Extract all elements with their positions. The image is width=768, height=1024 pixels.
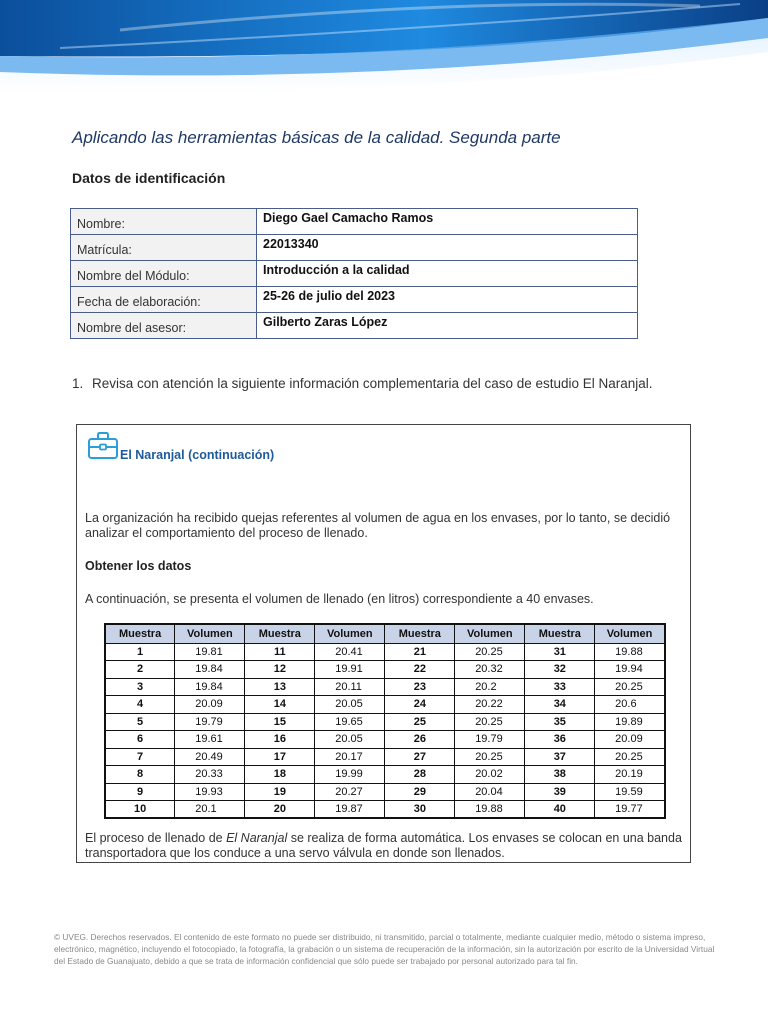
sample-number-cell: 32 xyxy=(525,661,595,679)
document-title: Aplicando las herramientas básicas de la calidad. Segunda parte xyxy=(72,128,561,147)
process-text-start: El proceso de llenado de xyxy=(85,831,227,845)
table-row xyxy=(105,696,665,714)
instruction-text: Revisa con atención la siguiente información complementaria del caso de estudio El Naranjal. xyxy=(92,376,653,391)
sample-number-cell: 36 xyxy=(525,731,595,749)
column-header: Volumen xyxy=(175,624,245,643)
table-row xyxy=(105,661,665,679)
table-row xyxy=(105,766,665,784)
sample-number-cell: 30 xyxy=(385,801,455,819)
volume-cell: 20.32 xyxy=(455,661,525,679)
sample-number-cell: 34 xyxy=(525,696,595,714)
copyright-footer: © UVEG. Derechos reservados. El contenido de este formato no puede ser distribuido, ni transmitido, parcial o totalmente, mediante cualquier medio, método o sistema impreso, electrónico, magnético, incluyendo el fotocopiado, la fotografía, la grabación o un sistema de recuperación de la información, sin la autorización por escrito de la Universidad Virtual del Estado de Guanajuato, debido a que se trata de información confidencial que sólo puede ser trabajado por personal autorizado para tal fin. xyxy=(54,932,715,966)
sample-number-cell: 13 xyxy=(245,678,315,696)
sample-number-cell: 21 xyxy=(385,643,455,661)
case-paragraph-process xyxy=(85,831,685,861)
id-row-fecha xyxy=(71,287,638,313)
blue-wave-banner xyxy=(0,0,768,100)
sample-number-cell: 1 xyxy=(105,643,175,661)
sample-number-cell: 15 xyxy=(245,713,315,731)
sample-number-cell: 29 xyxy=(385,783,455,801)
table-row xyxy=(105,731,665,749)
sample-number-cell: 8 xyxy=(105,766,175,784)
sample-number-cell: 20 xyxy=(245,801,315,819)
sample-number-cell: 37 xyxy=(525,748,595,766)
case-study-box xyxy=(76,424,691,863)
sample-number-cell: 35 xyxy=(525,713,595,731)
briefcase-icon xyxy=(87,431,119,461)
id-label: Fecha de elaboración: xyxy=(71,287,257,313)
volume-cell: 19.99 xyxy=(315,766,385,784)
sample-number-cell: 9 xyxy=(105,783,175,801)
sample-number-cell: 40 xyxy=(525,801,595,819)
id-label: Nombre: xyxy=(71,209,257,235)
fill-volume-table xyxy=(104,623,666,819)
table-header-row xyxy=(105,624,665,643)
column-header: Volumen xyxy=(595,624,665,643)
sample-number-cell: 2 xyxy=(105,661,175,679)
column-header: Muestra xyxy=(105,624,175,643)
sample-number-cell: 5 xyxy=(105,713,175,731)
volume-cell: 20.1 xyxy=(175,801,245,819)
volume-cell: 20.33 xyxy=(175,766,245,784)
column-header: Volumen xyxy=(455,624,525,643)
volume-cell: 19.93 xyxy=(175,783,245,801)
case-subheading: Obtener los datos xyxy=(85,559,192,573)
volume-cell: 20.6 xyxy=(595,696,665,714)
sample-number-cell: 31 xyxy=(525,643,595,661)
process-text-end: se realiza de forma automática. Los envases se colocan en una banda transportadora que los conduce a una servo válvula en donde son llenados. xyxy=(85,831,682,860)
sample-number-cell: 25 xyxy=(385,713,455,731)
volume-cell: 19.87 xyxy=(315,801,385,819)
sample-number-cell: 7 xyxy=(105,748,175,766)
id-value: 22013340 xyxy=(257,235,638,261)
volume-cell: 19.84 xyxy=(175,661,245,679)
volume-cell: 20.49 xyxy=(175,748,245,766)
volume-cell: 19.79 xyxy=(175,713,245,731)
volume-cell: 19.88 xyxy=(455,801,525,819)
table-row xyxy=(105,643,665,661)
sample-number-cell: 16 xyxy=(245,731,315,749)
id-value: Gilberto Zaras López xyxy=(257,313,638,339)
sample-number-cell: 18 xyxy=(245,766,315,784)
id-row-nombre xyxy=(71,209,638,235)
sample-number-cell: 6 xyxy=(105,731,175,749)
volume-cell: 19.94 xyxy=(595,661,665,679)
volume-cell: 20.25 xyxy=(455,713,525,731)
sample-number-cell: 11 xyxy=(245,643,315,661)
volume-cell: 20.2 xyxy=(455,678,525,696)
sample-number-cell: 26 xyxy=(385,731,455,749)
table-row xyxy=(105,801,665,819)
sample-number-cell: 23 xyxy=(385,678,455,696)
volume-cell: 20.09 xyxy=(175,696,245,714)
table-row xyxy=(105,783,665,801)
id-value: Introducción a la calidad xyxy=(257,261,638,287)
sample-number-cell: 28 xyxy=(385,766,455,784)
sample-number-cell: 17 xyxy=(245,748,315,766)
volume-cell: 20.05 xyxy=(315,696,385,714)
volume-cell: 19.81 xyxy=(175,643,245,661)
sample-number-cell: 12 xyxy=(245,661,315,679)
column-header: Muestra xyxy=(525,624,595,643)
volume-cell: 19.91 xyxy=(315,661,385,679)
volume-cell: 19.84 xyxy=(175,678,245,696)
sample-number-cell: 39 xyxy=(525,783,595,801)
header-banner xyxy=(0,0,768,100)
sample-number-cell: 24 xyxy=(385,696,455,714)
company-name: El Naranjal xyxy=(226,831,288,845)
volume-cell: 19.59 xyxy=(595,783,665,801)
case-paragraph-intro: A continuación, se presenta el volumen de llenado (en litros) correspondiente a 40 envases. xyxy=(85,592,594,606)
case-heading: El Naranjal (continuación) xyxy=(120,448,275,462)
volume-cell: 20.27 xyxy=(315,783,385,801)
volume-cell: 20.41 xyxy=(315,643,385,661)
volume-cell: 19.77 xyxy=(595,801,665,819)
volume-cell: 20.25 xyxy=(595,748,665,766)
sample-number-cell: 4 xyxy=(105,696,175,714)
sample-number-cell: 27 xyxy=(385,748,455,766)
sample-number-cell: 38 xyxy=(525,766,595,784)
id-row-asesor xyxy=(71,313,638,339)
volume-cell: 19.61 xyxy=(175,731,245,749)
volume-cell: 20.09 xyxy=(595,731,665,749)
column-header: Muestra xyxy=(385,624,455,643)
column-header: Volumen xyxy=(315,624,385,643)
volume-cell: 19.65 xyxy=(315,713,385,731)
table-row xyxy=(105,678,665,696)
sample-number-cell: 33 xyxy=(525,678,595,696)
volume-cell: 20.25 xyxy=(595,678,665,696)
volume-cell: 19.89 xyxy=(595,713,665,731)
instruction-number: 1. xyxy=(72,376,84,391)
volume-cell: 20.05 xyxy=(315,731,385,749)
volume-cell: 20.04 xyxy=(455,783,525,801)
id-value: Diego Gael Camacho Ramos xyxy=(257,209,638,235)
section-title: Datos de identificación xyxy=(72,170,226,186)
id-label: Nombre del Módulo: xyxy=(71,261,257,287)
sample-number-cell: 10 xyxy=(105,801,175,819)
id-value: 25-26 de julio del 2023 xyxy=(257,287,638,313)
id-row-modulo xyxy=(71,261,638,287)
volume-cell: 20.25 xyxy=(455,748,525,766)
volume-cell: 19.88 xyxy=(595,643,665,661)
id-label: Matrícula: xyxy=(71,235,257,261)
volume-cell: 20.11 xyxy=(315,678,385,696)
identification-table xyxy=(70,208,638,339)
table-row xyxy=(105,748,665,766)
volume-cell: 19.79 xyxy=(455,731,525,749)
volume-cell: 20.22 xyxy=(455,696,525,714)
instruction xyxy=(72,376,653,391)
table-row xyxy=(105,713,665,731)
volume-cell: 20.17 xyxy=(315,748,385,766)
sample-number-cell: 3 xyxy=(105,678,175,696)
sample-number-cell: 22 xyxy=(385,661,455,679)
volume-cell: 20.19 xyxy=(595,766,665,784)
id-row-matricula xyxy=(71,235,638,261)
sample-number-cell: 19 xyxy=(245,783,315,801)
volume-cell: 20.25 xyxy=(455,643,525,661)
id-label: Nombre del asesor: xyxy=(71,313,257,339)
case-paragraph-complaints: La organización ha recibido quejas referentes al volumen de agua en los envases, por lo tanto, se decidió analizar el comportamiento del proceso de llenado. xyxy=(85,511,671,540)
sample-number-cell: 14 xyxy=(245,696,315,714)
volume-cell: 20.02 xyxy=(455,766,525,784)
column-header: Muestra xyxy=(245,624,315,643)
